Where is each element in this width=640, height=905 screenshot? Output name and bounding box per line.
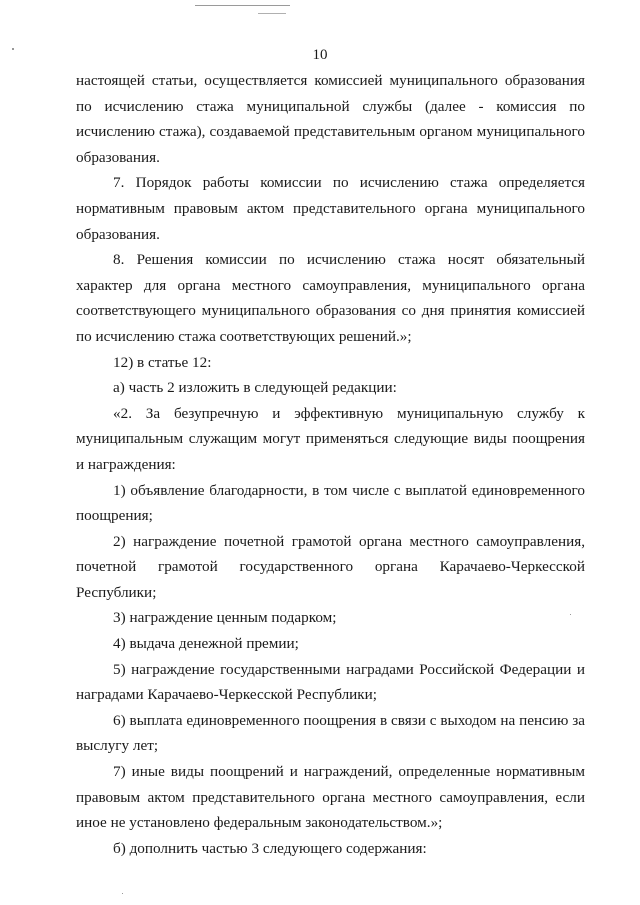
paragraph: 8. Решения комиссии по исчислению стажа носят обязательный характер для органа местного самоуправления, муниципального органа соответствующего муниципального образования со дня принятия комиссией по исчислению стажа соответствующих решений.»; xyxy=(76,251,585,345)
paragraph: 3) награждение ценным подарком; xyxy=(113,609,337,627)
paragraph: 1) объявление благодарности, в том числе с выплатой единовременного поощрения; xyxy=(76,481,585,525)
paragraph: 4) выдача денежной премии; xyxy=(113,635,299,653)
paragraph: настоящей статьи, осуществляется комиссией муниципального образования по исчислению стажа муниципальной службы (далее - комиссия по исчислению стажа), создаваемой представительным органом муниципального образования. xyxy=(76,72,585,166)
paragraph: «2. За безупречную и эффективную муниципальную службу к муниципальным служащим могут применяться следующие виды поощрения и награждения: xyxy=(76,404,585,473)
scan-artifact-line xyxy=(258,13,286,14)
paragraph: 5) награждение государственными наградами Российской Федерации и наградами Карачаево-Черкесской Республики; xyxy=(76,660,585,704)
paragraph: 7) иные виды поощрений и награждений, определенные нормативным правовым актом представительного органа местного самоуправления, если иное не установлено федеральным законодательством.»; xyxy=(76,763,585,832)
paragraph: б) дополнить частью 3 следующего содержания: xyxy=(113,839,427,857)
page-number: 10 xyxy=(312,47,328,63)
scan-speck xyxy=(122,893,123,894)
paragraph: 12) в статье 12: xyxy=(113,353,212,371)
paragraph: 2) награждение почетной грамотой органа местного самоуправления, почетной грамотой государственного органа Карачаево-Черкесской Республики; xyxy=(76,532,585,601)
scan-artifact-line xyxy=(195,5,290,6)
paragraph: а) часть 2 изложить в следующей редакции: xyxy=(113,379,397,397)
paragraph: 7. Порядок работы комиссии по исчислению стажа определяется нормативным правовым актом представительного органа муниципального образования. xyxy=(76,174,585,243)
paragraph: 6) выплата единовременного поощрения в связи с выходом на пенсию за выслугу лет; xyxy=(76,711,585,755)
document-body xyxy=(76,68,585,861)
